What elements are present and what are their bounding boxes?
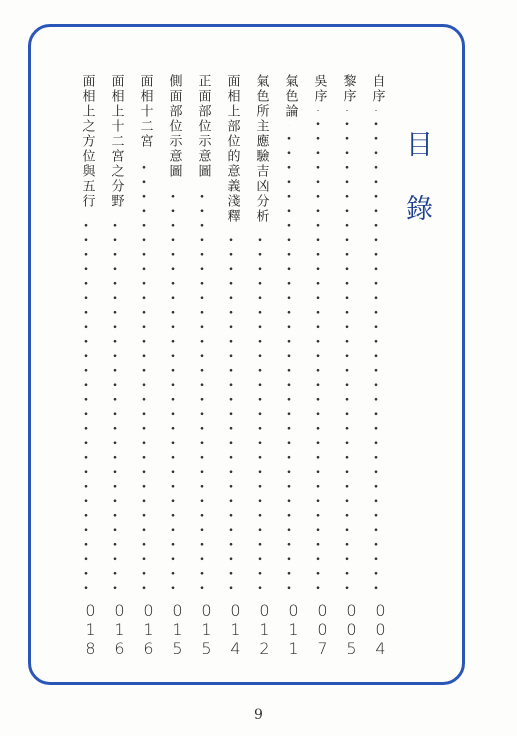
dot-leader xyxy=(170,185,176,595)
toc-entry-page: 012 xyxy=(255,601,274,658)
toc-entry-front-diagram[interactable] xyxy=(192,74,216,658)
toc-entry-title: 黎序 xyxy=(340,74,356,104)
toc-entry-page: 016 xyxy=(110,601,129,658)
toc-entry-title: 氣色所主應驗吉凶分析 xyxy=(253,74,269,224)
dot-leader xyxy=(199,185,205,595)
dot-leader xyxy=(141,155,147,595)
toc-entry-page: 004 xyxy=(371,601,390,658)
toc-entry-title: 面相上部位的意義淺釋 xyxy=(224,74,240,224)
toc-entry-title: 正面部位示意圖 xyxy=(195,74,211,179)
toc-entry-title: 氣色論 xyxy=(282,74,298,119)
dot-leader xyxy=(228,230,234,595)
toc-entry-page: 014 xyxy=(226,601,245,658)
dot-leader xyxy=(286,125,292,595)
dot-leader xyxy=(112,215,118,595)
toc-entry-page: 011 xyxy=(284,601,303,658)
dot-leader xyxy=(344,110,350,595)
toc-entry-palace-divisions[interactable] xyxy=(105,74,129,658)
toc-entry-page: 015 xyxy=(197,601,216,658)
heading-char-lu: 錄 xyxy=(406,194,433,225)
dot-leader xyxy=(315,110,321,595)
toc-entry-page: 018 xyxy=(81,601,100,658)
toc-entry-title: 面相上十二宮之分野 xyxy=(108,74,124,209)
dot-leader xyxy=(257,230,263,595)
toc-entry-title: 面相十二宮 xyxy=(137,74,153,149)
toc-entry-qise-lun[interactable] xyxy=(279,74,303,658)
toc-entry-twelve-palaces[interactable] xyxy=(134,74,158,658)
heading-char-mu: 目 xyxy=(406,130,433,161)
toc-entry-page: 016 xyxy=(139,601,158,658)
dot-leader xyxy=(83,215,89,595)
toc-entry-page: 015 xyxy=(168,601,187,658)
toc-entry-title: 吳序 xyxy=(311,74,327,104)
toc-entry-title: 側面部位示意圖 xyxy=(166,74,182,179)
toc-entry-preface-li[interactable] xyxy=(337,74,361,658)
dot-leader xyxy=(373,110,379,595)
toc-entry-preface-wu[interactable] xyxy=(308,74,332,658)
toc-entry-page: 007 xyxy=(313,601,332,658)
toc-entry-qise-analysis[interactable] xyxy=(250,74,274,658)
page-number: 9 xyxy=(254,707,263,723)
toc-entry-title: 自序 xyxy=(369,74,385,104)
toc-entry-preface-self[interactable] xyxy=(366,74,390,658)
toc-entry-page: 005 xyxy=(342,601,361,658)
toc-entry-title: 面相上之方位與五行 xyxy=(79,74,95,209)
toc-entry-face-positions[interactable] xyxy=(221,74,245,658)
toc-entry-side-diagram[interactable] xyxy=(163,74,187,658)
toc-entry-directions-elements[interactable] xyxy=(76,74,100,658)
